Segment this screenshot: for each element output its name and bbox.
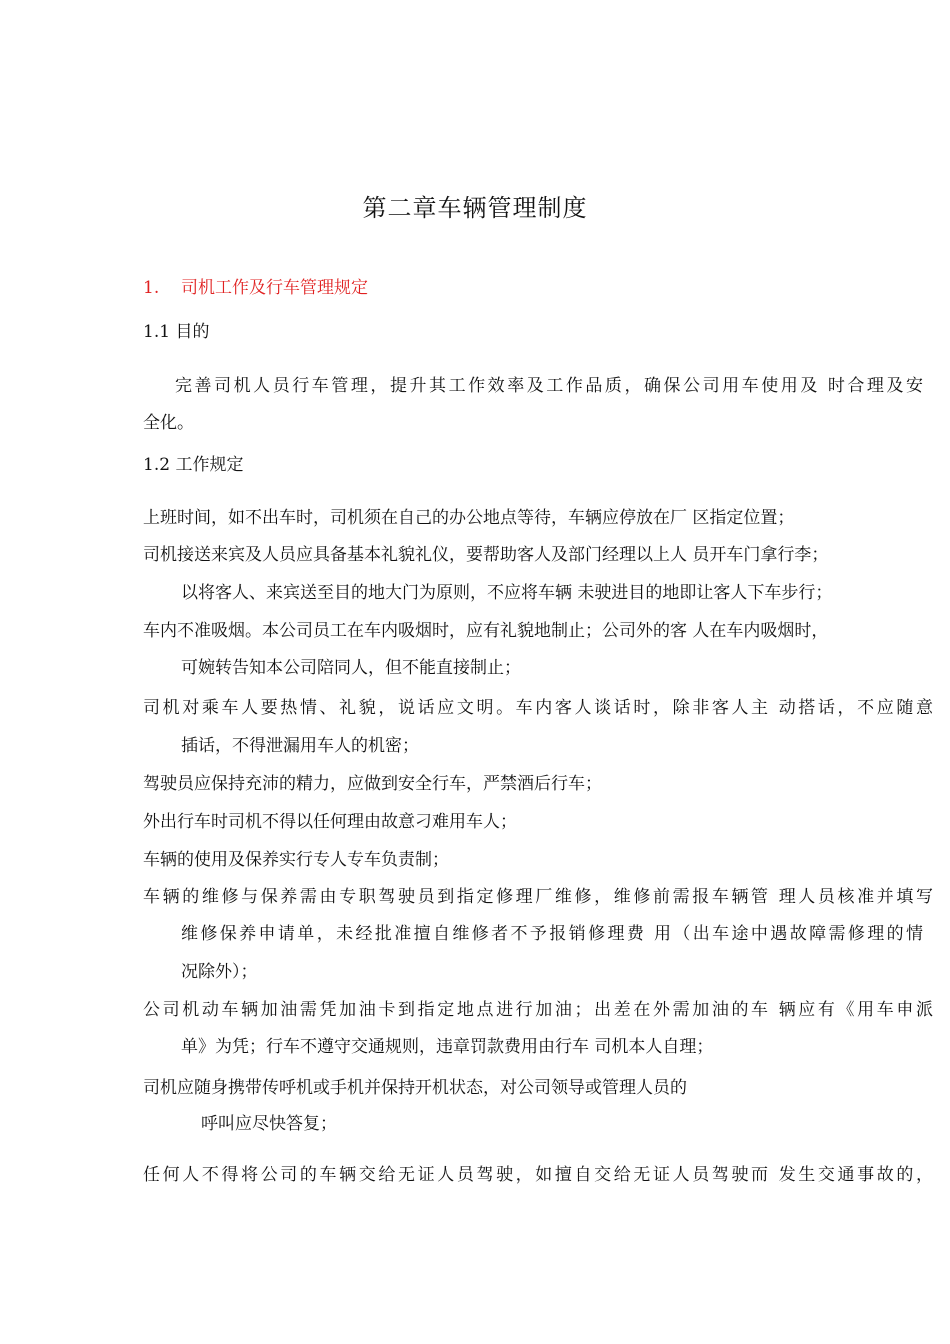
rule-line: 可婉转告知本公司陪同人，但不能直接制止； xyxy=(181,658,521,678)
rule-line: 呼叫应尽快答复； xyxy=(201,1114,337,1134)
rule-line: 驾驶员应保持充沛的精力，应做到安全行车，严禁酒后行车； xyxy=(143,774,602,794)
rule-line: 车辆的使用及保养实行专人专车负责制； xyxy=(143,850,449,870)
section-title: 司机工作及行车管理规定 xyxy=(181,278,368,298)
section-number: 1. xyxy=(143,278,160,298)
rule-line: 以将客人、来宾送至目的地大门为原则，不应将车辆 未驶进目的地即让客人下车步行； xyxy=(181,583,833,603)
rule-line: 任何人不得将公司的车辆交给无证人员驾驶，如擅自交给无证人员驾驶而 发生交通事故的， xyxy=(143,1165,933,1185)
rule-line: 单》为凭；行车不遵守交通规则，违章罚款费用由行车 司机本人自理； xyxy=(181,1037,714,1057)
rule-line: 况除外）； xyxy=(181,962,258,982)
rule-line: 维修保养申请单，未经批准擅自维修者不予报销修理费 用（出车途中遇故障需修理的情 xyxy=(181,924,923,944)
rule-line: 司机对乘车人要热情、礼貌，说话应文明。车内客人谈话时，除非客人主 动搭话，不应随意 xyxy=(143,698,933,718)
rule-line: 公司机动车辆加油需凭加油卡到指定地点进行加油；出差在外需加油的车 辆应有《用车申派 xyxy=(143,1000,933,1020)
rule-line: 车内不准吸烟。本公司员工在车内吸烟时，应有礼貌地制止；公司外的客 人在车内吸烟时， xyxy=(143,621,829,641)
section-1-heading xyxy=(143,276,933,300)
purpose-line-1: 完善司机人员行车管理，提升其工作效率及工作品质，确保公司用车使用及 时合理及安 xyxy=(175,376,923,396)
subsection-1-2-heading: 1.2 工作规定 xyxy=(143,455,244,475)
rule-line: 司机接送来宾及人员应具备基本礼貌礼仪，要帮助客人及部门经理以上人 员开车门拿行李； xyxy=(143,545,829,565)
rule-line: 车辆的维修与保养需由专职驾驶员到指定修理厂维修，维修前需报车辆管 理人员核准并填写 xyxy=(143,887,933,907)
rule-line: 外出行车时司机不得以任何理由故意刁难用车人； xyxy=(143,812,517,832)
page-title: 第二章车辆管理制度 xyxy=(362,194,588,222)
subsection-1-1-heading: 1.1 目的 xyxy=(143,322,210,342)
rule-line: 司机应随身携带传呼机或手机并保持开机状态，对公司领导或管理人员的 xyxy=(143,1078,687,1098)
purpose-line-2: 全化。 xyxy=(143,413,194,433)
rule-line: 上班时间，如不出车时，司机须在自己的办公地点等待，车辆应停放在厂 区指定位置； xyxy=(143,508,795,528)
rule-line: 插话，不得泄漏用车人的机密； xyxy=(181,736,419,756)
